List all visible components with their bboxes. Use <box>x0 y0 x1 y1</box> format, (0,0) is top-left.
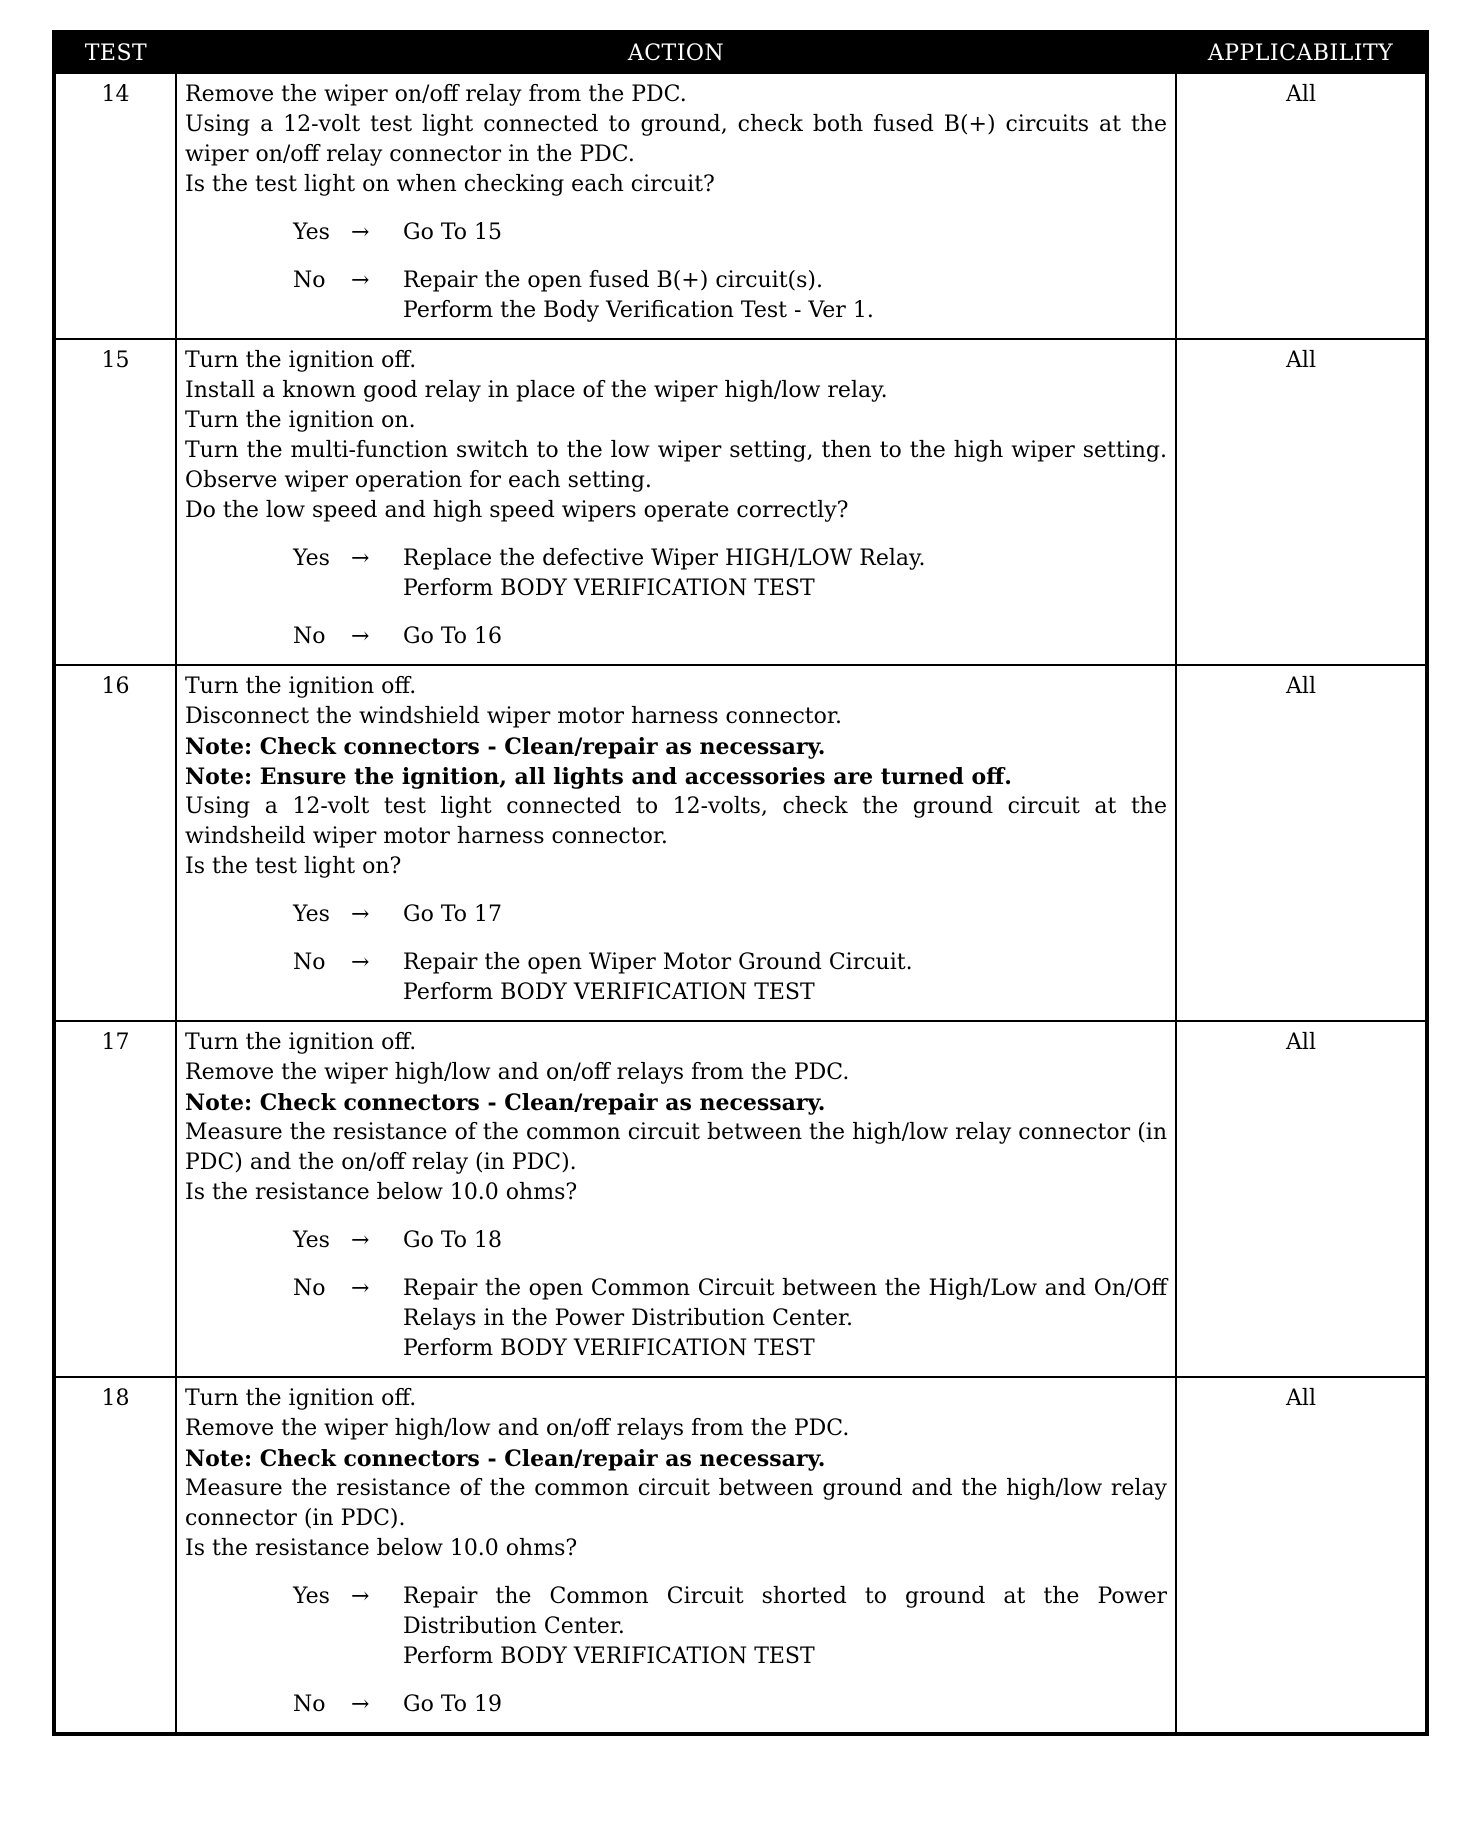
action-cell <box>176 1021 1176 1377</box>
action-note: Note: Ensure the ignition, all lights and accessories are turned off. <box>185 764 1012 790</box>
no-result <box>403 1274 1167 1364</box>
action-step: Turn the ignition off. <box>185 674 417 699</box>
no-result <box>403 266 1167 326</box>
action-step: Install a known good relay in place of the wiper high/low relay. <box>185 378 888 403</box>
yes-label: Yes <box>293 220 330 245</box>
result-line: Repair the open Wiper Motor Ground Circuit. <box>403 950 913 975</box>
right-arrow-icon: → <box>351 950 370 975</box>
no-branch <box>185 1274 1167 1364</box>
action-step: Disconnect the windshield wiper motor harness connector. <box>185 704 842 729</box>
no-label: No <box>293 268 326 293</box>
right-arrow-icon: → <box>351 1584 370 1609</box>
action-note: Note: Check connectors - Clean/repair as necessary. <box>185 1446 826 1472</box>
applicability-value: All <box>1176 1021 1427 1377</box>
no-branch <box>185 266 1167 326</box>
action-step: Using a 12-volt test light connected to ground, check both fused B(+) circuits at the wiper on/off relay connector in the PDC. <box>185 112 1167 167</box>
yes-result <box>403 544 1167 604</box>
action-step: Remove the wiper high/low and on/off relays from the PDC. <box>185 1060 850 1085</box>
table-body <box>54 73 1427 1734</box>
action-step: Measure the resistance of the common circuit between the high/low relay connector (in PDC) and the on/off relay (in PDC). <box>185 1120 1167 1175</box>
applicability-value: All <box>1176 665 1427 1021</box>
yes-result <box>403 900 1167 930</box>
action-step: Turn the multi-function switch to the low wiper setting, then to the high wiper setting. Observe wiper operation for each setting. <box>185 438 1167 493</box>
no-branch <box>185 948 1167 1008</box>
yes-label: Yes <box>293 1584 330 1609</box>
action-step: Is the test light on when checking each circuit? <box>185 172 715 197</box>
no-result <box>403 622 1167 652</box>
right-arrow-icon: → <box>351 1692 370 1717</box>
action-step: Do the low speed and high speed wipers operate correctly? <box>185 498 849 523</box>
yes-label: Yes <box>293 1228 330 1253</box>
right-arrow-icon: → <box>351 220 370 245</box>
no-label: No <box>293 1276 326 1301</box>
test-number: 17 <box>54 1021 176 1377</box>
yes-branch <box>185 218 1167 248</box>
result-line: Perform BODY VERIFICATION TEST <box>403 576 815 601</box>
result-line: Repair the Common Circuit shorted to ground at the Power Distribution Center. <box>403 1584 1167 1639</box>
action-cell <box>176 339 1176 665</box>
action-step: Turn the ignition off. <box>185 348 417 373</box>
action-step: Remove the wiper on/off relay from the PDC. <box>185 82 687 107</box>
yes-result <box>403 1226 1167 1256</box>
test-number: 18 <box>54 1377 176 1734</box>
table-row <box>54 339 1427 665</box>
result-line: Perform the Body Verification Test - Ver 1. <box>403 298 874 323</box>
action-step: Turn the ignition off. <box>185 1386 417 1411</box>
test-number: 14 <box>54 73 176 339</box>
action-cell <box>176 1377 1176 1734</box>
action-cell <box>176 665 1176 1021</box>
result-line: Perform BODY VERIFICATION TEST <box>403 1644 815 1669</box>
yes-branch <box>185 544 1167 604</box>
action-step: Using a 12-volt test light connected to 12-volts, check the ground circuit at the windsheild wiper motor harness connector. <box>185 794 1167 849</box>
result-line: Replace the defective Wiper HIGH/LOW Relay. <box>403 546 926 571</box>
test-number: 15 <box>54 339 176 665</box>
action-step: Turn the ignition off. <box>185 1030 417 1055</box>
table-row <box>54 1021 1427 1377</box>
right-arrow-icon: → <box>351 268 370 293</box>
right-arrow-icon: → <box>351 624 370 649</box>
no-result <box>403 1690 1167 1720</box>
header-applicability: APPLICABILITY <box>1176 32 1427 73</box>
table-row <box>54 1377 1427 1734</box>
result-line: Perform BODY VERIFICATION TEST <box>403 980 815 1005</box>
table-row <box>54 665 1427 1021</box>
yes-result <box>403 1582 1167 1672</box>
action-step: Turn the ignition on. <box>185 408 416 433</box>
applicability-value: All <box>1176 339 1427 665</box>
result-line: Go To 15 <box>403 220 503 245</box>
yes-result <box>403 218 1167 248</box>
table-row <box>54 73 1427 339</box>
right-arrow-icon: → <box>351 546 370 571</box>
header-action: ACTION <box>176 32 1176 73</box>
yes-branch <box>185 1226 1167 1256</box>
action-step: Is the test light on? <box>185 854 402 879</box>
action-step: Remove the wiper high/low and on/off relays from the PDC. <box>185 1416 850 1441</box>
applicability-value: All <box>1176 73 1427 339</box>
no-branch <box>185 622 1167 652</box>
right-arrow-icon: → <box>351 1276 370 1301</box>
result-line: Go To 17 <box>403 902 503 927</box>
yes-branch <box>185 900 1167 930</box>
action-cell <box>176 73 1176 339</box>
result-line: Perform BODY VERIFICATION TEST <box>403 1336 815 1361</box>
test-number: 16 <box>54 665 176 1021</box>
header-test: TEST <box>54 32 176 73</box>
no-label: No <box>293 950 326 975</box>
applicability-value: All <box>1176 1377 1427 1734</box>
result-line: Go To 19 <box>403 1692 503 1717</box>
action-step: Is the resistance below 10.0 ohms? <box>185 1536 578 1561</box>
yes-branch <box>185 1582 1167 1672</box>
yes-label: Yes <box>293 546 330 571</box>
action-step: Is the resistance below 10.0 ohms? <box>185 1180 578 1205</box>
yes-label: Yes <box>293 902 330 927</box>
action-step: Measure the resistance of the common circuit between ground and the high/low relay connector (in PDC). <box>185 1476 1167 1531</box>
action-note: Note: Check connectors - Clean/repair as necessary. <box>185 1090 826 1116</box>
right-arrow-icon: → <box>351 1228 370 1253</box>
diagnostic-table <box>52 30 1429 1736</box>
no-label: No <box>293 624 326 649</box>
result-line: Go To 18 <box>403 1228 503 1253</box>
result-line: Repair the open Common Circuit between the High/Low and On/Off Relays in the Power Distribution Center. <box>403 1276 1167 1331</box>
table-header <box>54 32 1427 73</box>
result-line: Repair the open fused B(+) circuit(s). <box>403 268 824 293</box>
right-arrow-icon: → <box>351 902 370 927</box>
no-result <box>403 948 1167 1008</box>
no-label: No <box>293 1692 326 1717</box>
result-line: Go To 16 <box>403 624 503 649</box>
action-note: Note: Check connectors - Clean/repair as necessary. <box>185 734 826 760</box>
no-branch <box>185 1690 1167 1720</box>
